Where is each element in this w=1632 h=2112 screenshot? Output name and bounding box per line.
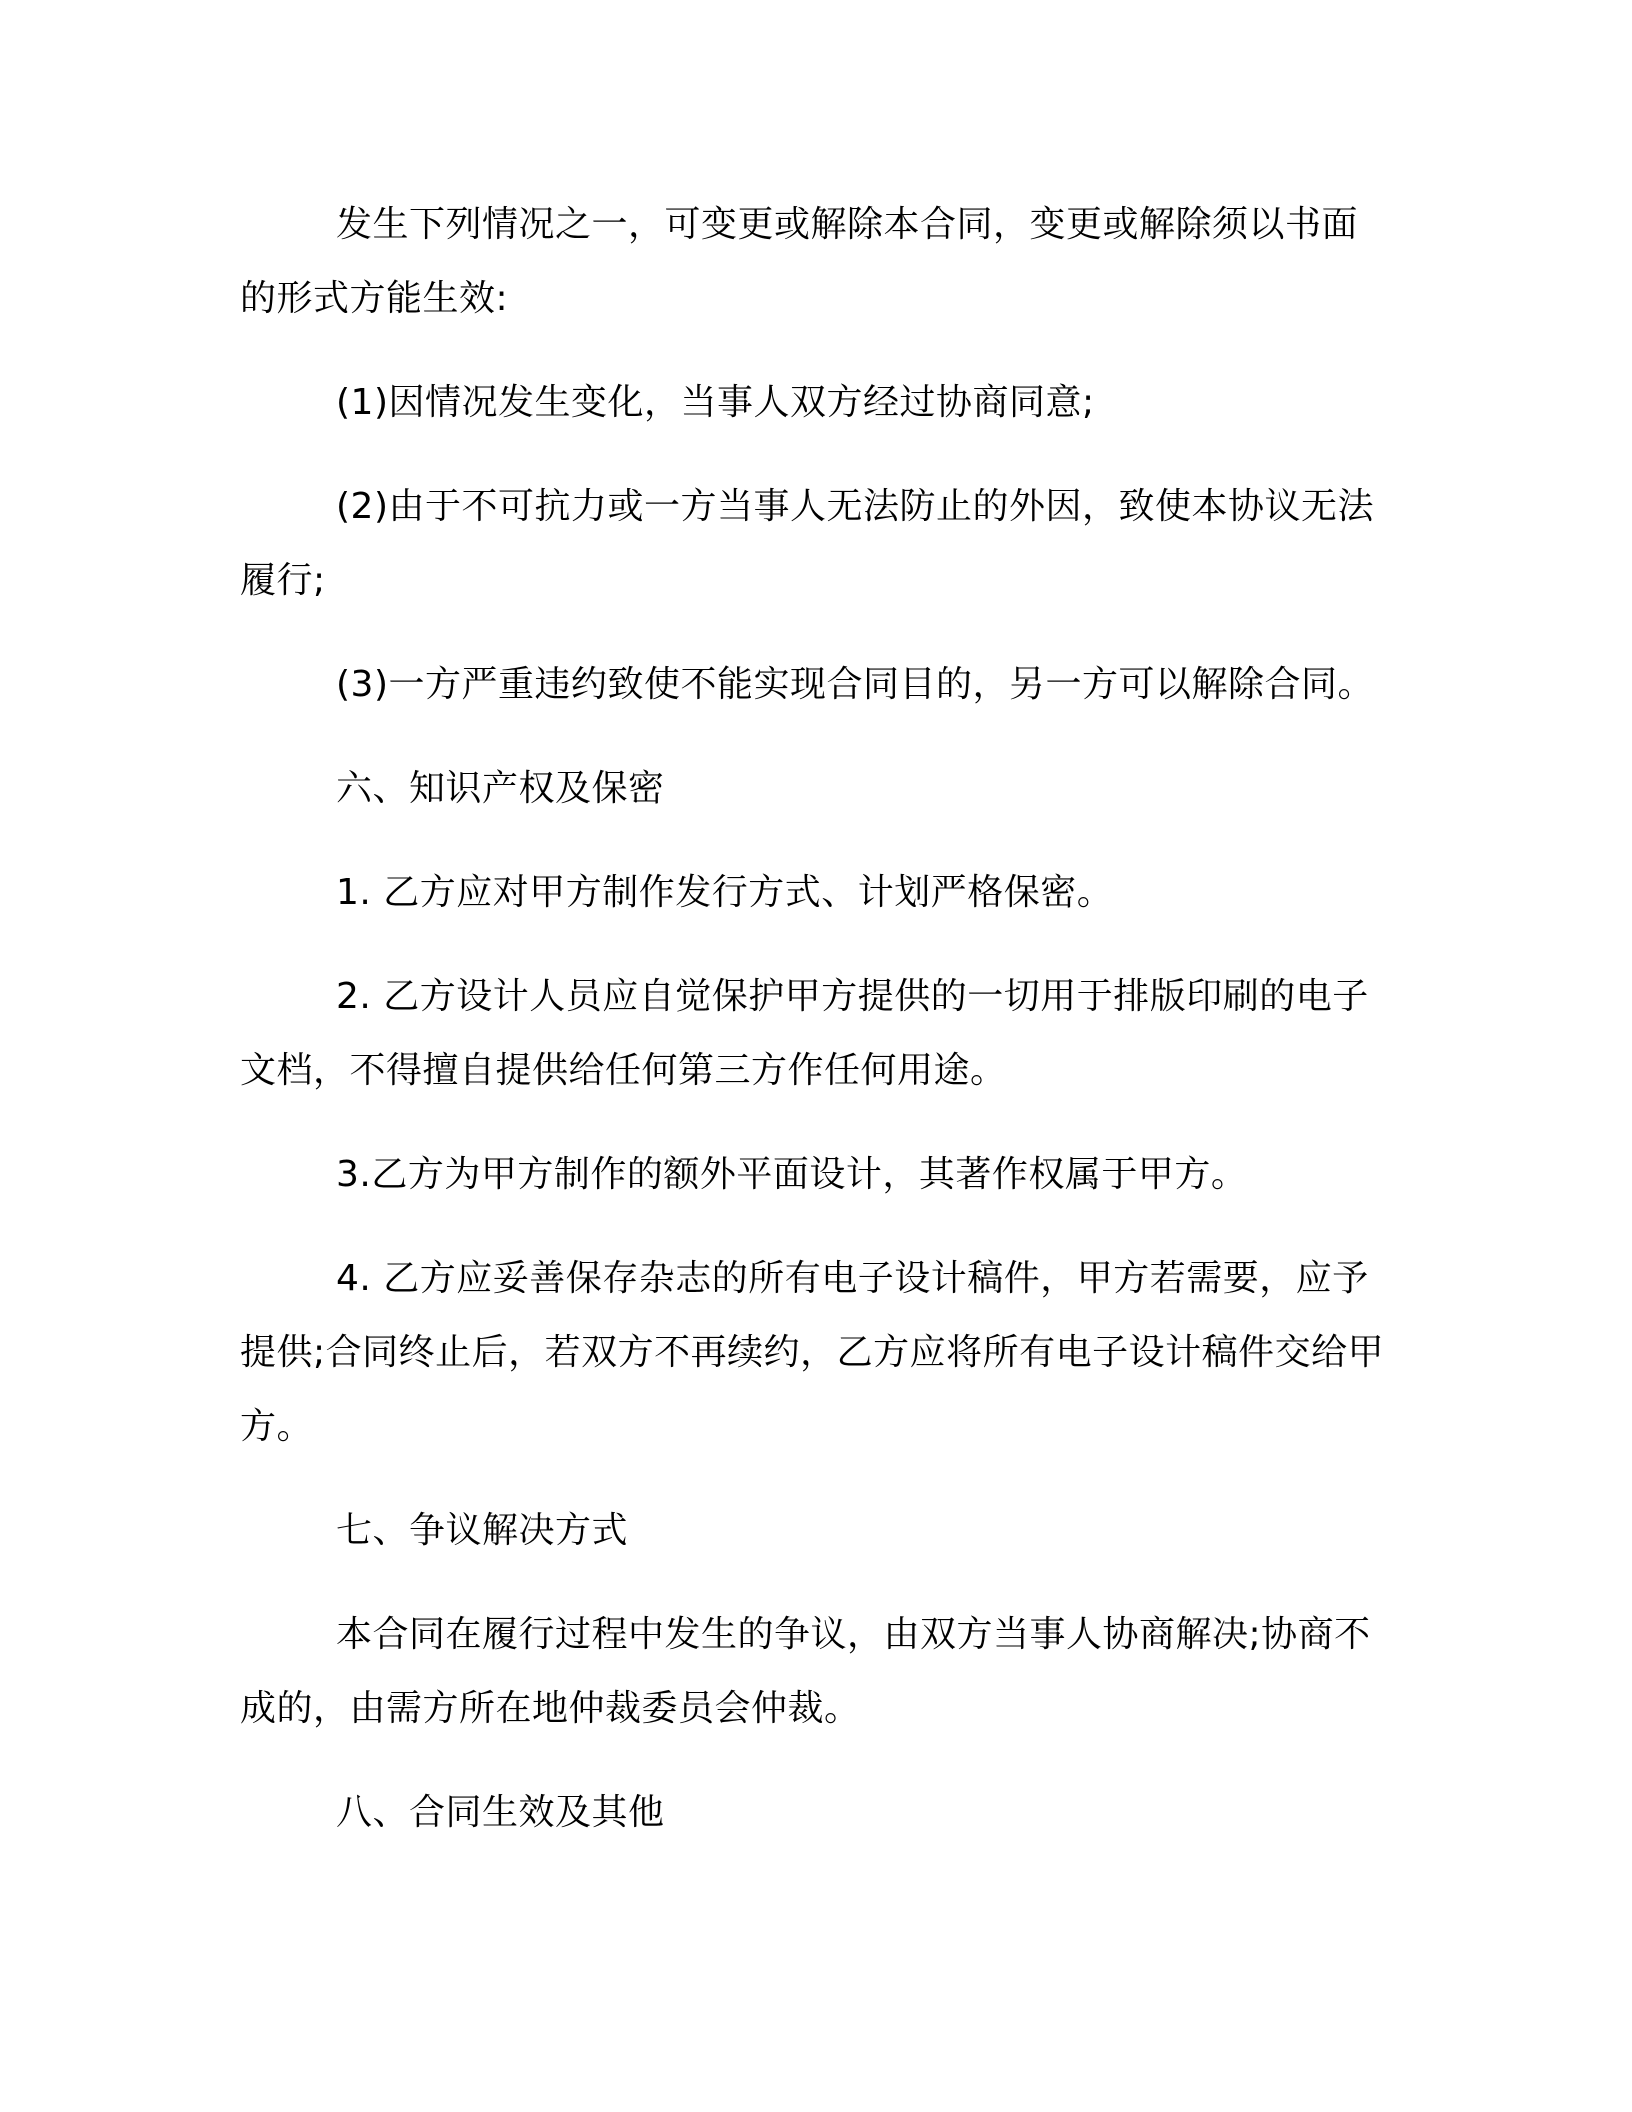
paragraph-clause-6-1: 1. 乙方应对甲方制作发行方式、计划严格保密。 [336,872,1114,913]
paragraph-condition-3: (3)一方严重违约致使不能实现合同目的，另一方可以解除合同。 [336,664,1374,705]
paragraph-modification-conditions: 发生下列情况之一，可变更或解除本合同，变更或解除须以书面的形式方能生效: [240,204,1359,319]
section-heading-dispute-resolution: 七、争议解决方式 [336,1510,629,1551]
paragraph-dispute-resolution: 本合同在履行过程中发生的争议，由双方当事人协商解决;协商不成的，由需方所在地仲裁委员会仲裁。 [240,1614,1371,1729]
paragraph-clause-6-4: 4. 乙方应妥善保存杂志的所有电子设计稿件，甲方若需要，应予提供;合同终止后，若双方不再续约，乙方应将所有电子设计稿件交给甲方。 [240,1258,1385,1447]
paragraph-condition-2: (2)由于不可抗力或一方当事人无法防止的外因，致使本协议无法履行; [240,486,1374,601]
paragraph-clause-6-3: 3.乙方为甲方制作的额外平面设计，其著作权属于甲方。 [336,1154,1248,1195]
section-heading-effectiveness: 八、合同生效及其他 [336,1792,665,1833]
paragraph-clause-6-2: 2. 乙方设计人员应自觉保护甲方提供的一切用于排版印刷的电子文档，不得擅自提供给任何第三方作任何用途。 [240,976,1369,1091]
paragraph-condition-1: (1)因情况发生变化，当事人双方经过协商同意; [336,382,1095,423]
section-heading-ip-confidentiality: 六、知识产权及保密 [336,768,665,809]
document-body [240,188,1388,1850]
